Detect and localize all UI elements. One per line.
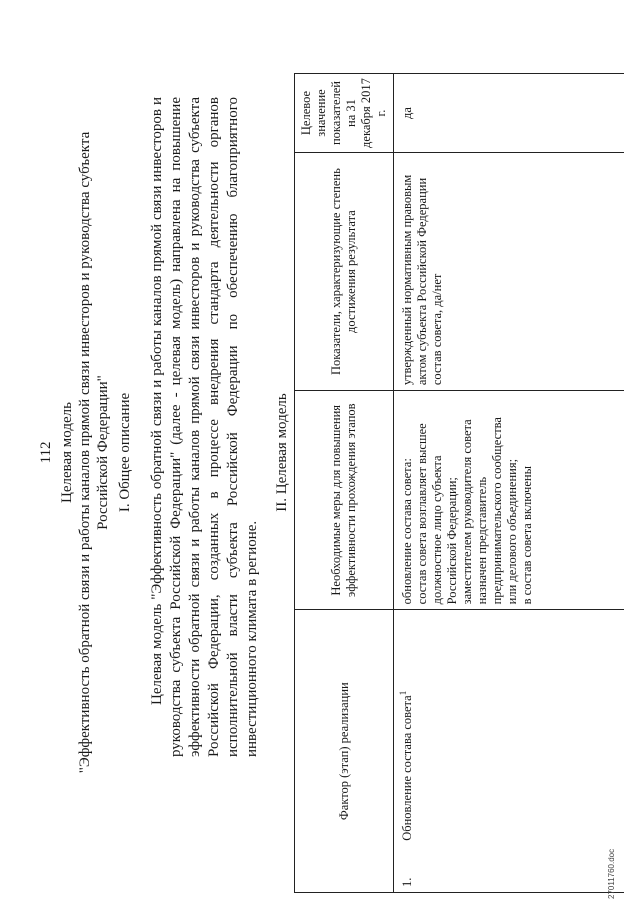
page-number: 112 [38, 441, 54, 464]
section-2-title: II. Целевая модель [274, 393, 290, 512]
footnote-marker: 1 [397, 690, 408, 696]
footer-filename: 27011760.doc [607, 848, 616, 899]
table-header-row [295, 74, 394, 893]
document-title [58, 0, 112, 905]
factor-text: Обновление состава совета [400, 695, 414, 841]
section-1-title: I. Общее описание [117, 392, 133, 513]
title-line-2: "Эффективность обратной связи и работы каналов прямой связи инвесторов и руководства субъекта [77, 131, 93, 774]
title-line-3: Российской Федерации" [95, 375, 111, 530]
target-model-table [294, 73, 624, 893]
measure-line-3: заместителем руководителя совета назначен представитель предпринимательского сообщества или делового объединения; [460, 417, 519, 605]
measure-line-1: обновление состава совета: [400, 458, 414, 605]
description-paragraph: Целевая модель "Эффективность обратной связи и работы каналов прямой связи инвесторов и руководства субъекта Российской Федерации" (далее - целевая модель) направлена на повышение эффективности обратной связи и работы каналов прямой связи инвесторов и руководства субъекта Российской Федерации, созданных в процессе внедрения стандарта деятельности органов исполнительной власти субъекта Российской Федерации по обеспечению благоприятного инвестиционного климата в регионе. [149, 97, 260, 757]
header-target: Целевое значение показателей на 31 декабря 2017 г. [295, 74, 394, 153]
title-line-1: Целевая модель [59, 402, 75, 504]
row-number: 1. [394, 846, 624, 893]
measure-line-2: состав совета возглавляет высшее должностное лицо субъекта Российской Федерации; [415, 423, 459, 605]
header-factor: Фактор (этап) реализации [295, 610, 394, 893]
row-target: да [394, 74, 624, 153]
row-factor [394, 610, 624, 846]
header-indicators: Показатели, характеризующие степень достижения результата [295, 153, 394, 391]
header-measures: Необходимые меры для повышения эффективности прохождения этапов [295, 391, 394, 610]
row-measures [394, 391, 624, 610]
measure-line-4: в состав совета включены [520, 466, 534, 605]
table-row [394, 74, 624, 893]
row-indicators: утвержденный нормативным правовым актом субъекта Российской Федерации состав совета, да/нет [394, 153, 624, 391]
